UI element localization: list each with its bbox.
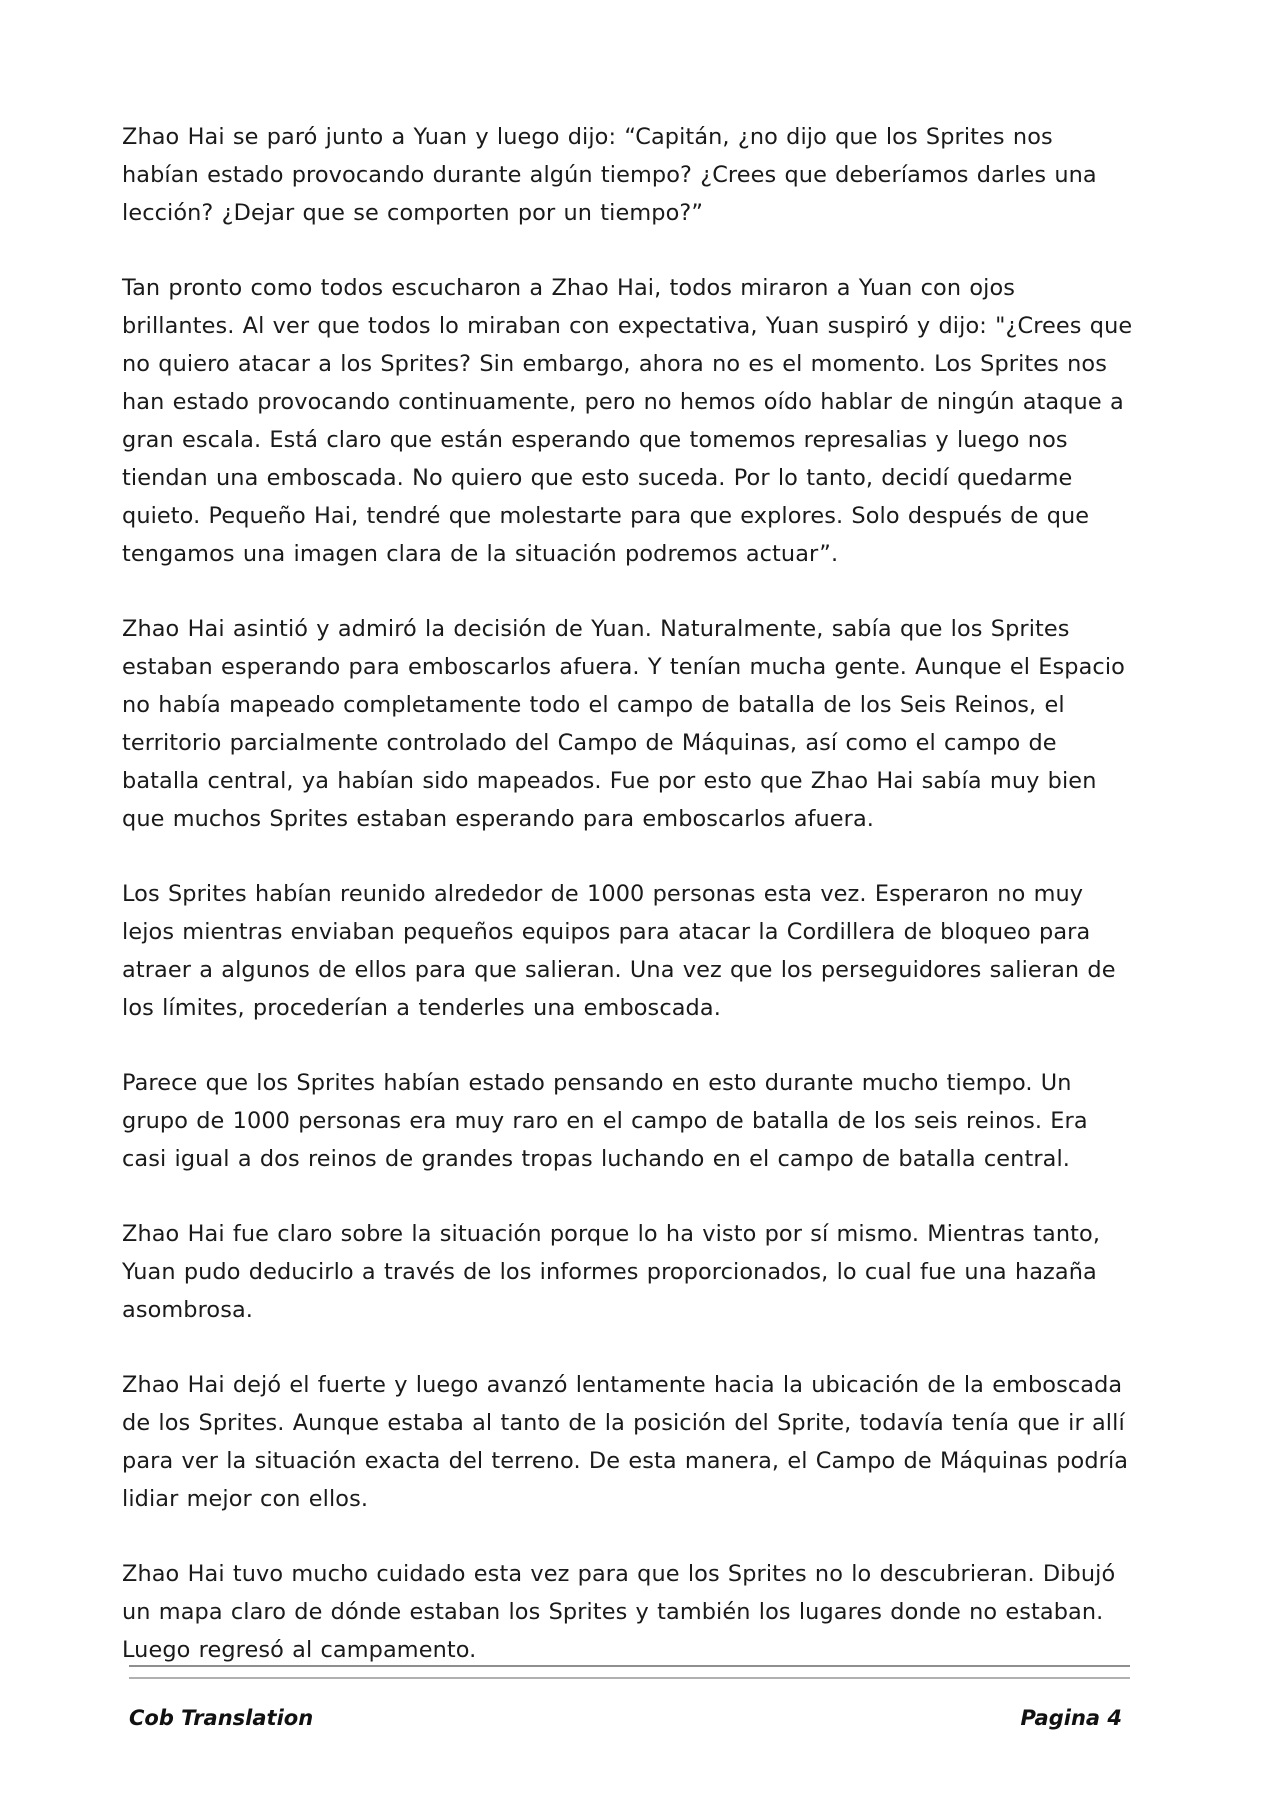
paragraph: Tan pronto como todos escucharon a Zhao Hai, todos miraron a Yuan con ojos brillantes. Al ver que todos lo miraban con expectativa, Yuan suspiró y dijo: "¿Crees que no quiero atacar a los Sprites? Sin embargo, ahora no es el momento. Los Sprites nos han estado provocando continuamente, pero no hemos oído hablar de ningún ataque a gran escala. Está claro que están esperando que tomemos represalias y luego nos tiendan una emboscada. No quiero que esto suceda. Por lo tanto, decidí quedarme quieto. Pequeño Hai, tendré que molestarte para que explores. Solo después de que tengamos una imagen clara de la situación podremos actuar”. [122, 275, 1133, 567]
paragraph: Los Sprites habían reunido alrededor de 1000 personas esta vez. Esperaron no muy lejos mientras enviaban pequeños equipos para atacar la Cordillera de bloqueo para atraer a algunos de ellos para que salieran. Una vez que los perseguidores salieran de los límites, procederían a tenderles una emboscada. [122, 881, 1116, 1021]
paragraph: Zhao Hai asintió y admiró la decisión de Yuan. Naturalmente, sabía que los Sprites estaban esperando para emboscarlos afuera. Y tenían mucha gente. Aunque el Espacio no había mapeado completamente todo el campo de batalla de los Seis Reinos, el territorio parcialmente controlado del Campo de Máquinas, así como el campo de batalla central, ya habían sido mapeados. Fue por esto que Zhao Hai sabía muy bien que muchos Sprites estaban esperando para emboscarlos afuera. [122, 616, 1125, 832]
paragraph: Zhao Hai se paró junto a Yuan y luego dijo: “Capitán, ¿no dijo que los Sprites nos habían estado provocando durante algún tiempo? ¿Crees que deberíamos darles una lección? ¿Dejar que se comporten por un tiempo?” [122, 124, 1097, 226]
footer-divider [129, 1677, 1130, 1679]
page-number: Pagina 4 [1020, 1706, 1122, 1730]
footer-credit: Cob Translation [129, 1706, 314, 1730]
paragraph: Zhao Hai fue claro sobre la situación porque lo ha visto por sí mismo. Mientras tanto, Yuan pudo deducirlo a través de los informes proporcionados, lo cual fue una hazaña asombrosa. [122, 1221, 1101, 1323]
paragraph: Zhao Hai dejó el fuerte y luego avanzó lentamente hacia la ubicación de la emboscada de los Sprites. Aunque estaba al tanto de la posición del Sprite, todavía tenía que ir allí para ver la situación exacta del terreno. De esta manera, el Campo de Máquinas podría lidiar mejor con ellos. [122, 1372, 1129, 1512]
paragraph: Zhao Hai tuvo mucho cuidado esta vez para que los Sprites no lo descubrieran. Dibujó un mapa claro de dónde estaban los Sprites y también los lugares donde no estaban. Luego regresó al campamento. [122, 1561, 1116, 1663]
document-body [122, 118, 1134, 1706]
footer-divider [129, 1665, 1130, 1667]
paragraph: Parece que los Sprites habían estado pensando en esto durante mucho tiempo. Un grupo de 1000 personas era muy raro en el campo de batalla de los seis reinos. Era casi igual a dos reinos de grandes tropas luchando en el campo de batalla central. [122, 1070, 1088, 1172]
